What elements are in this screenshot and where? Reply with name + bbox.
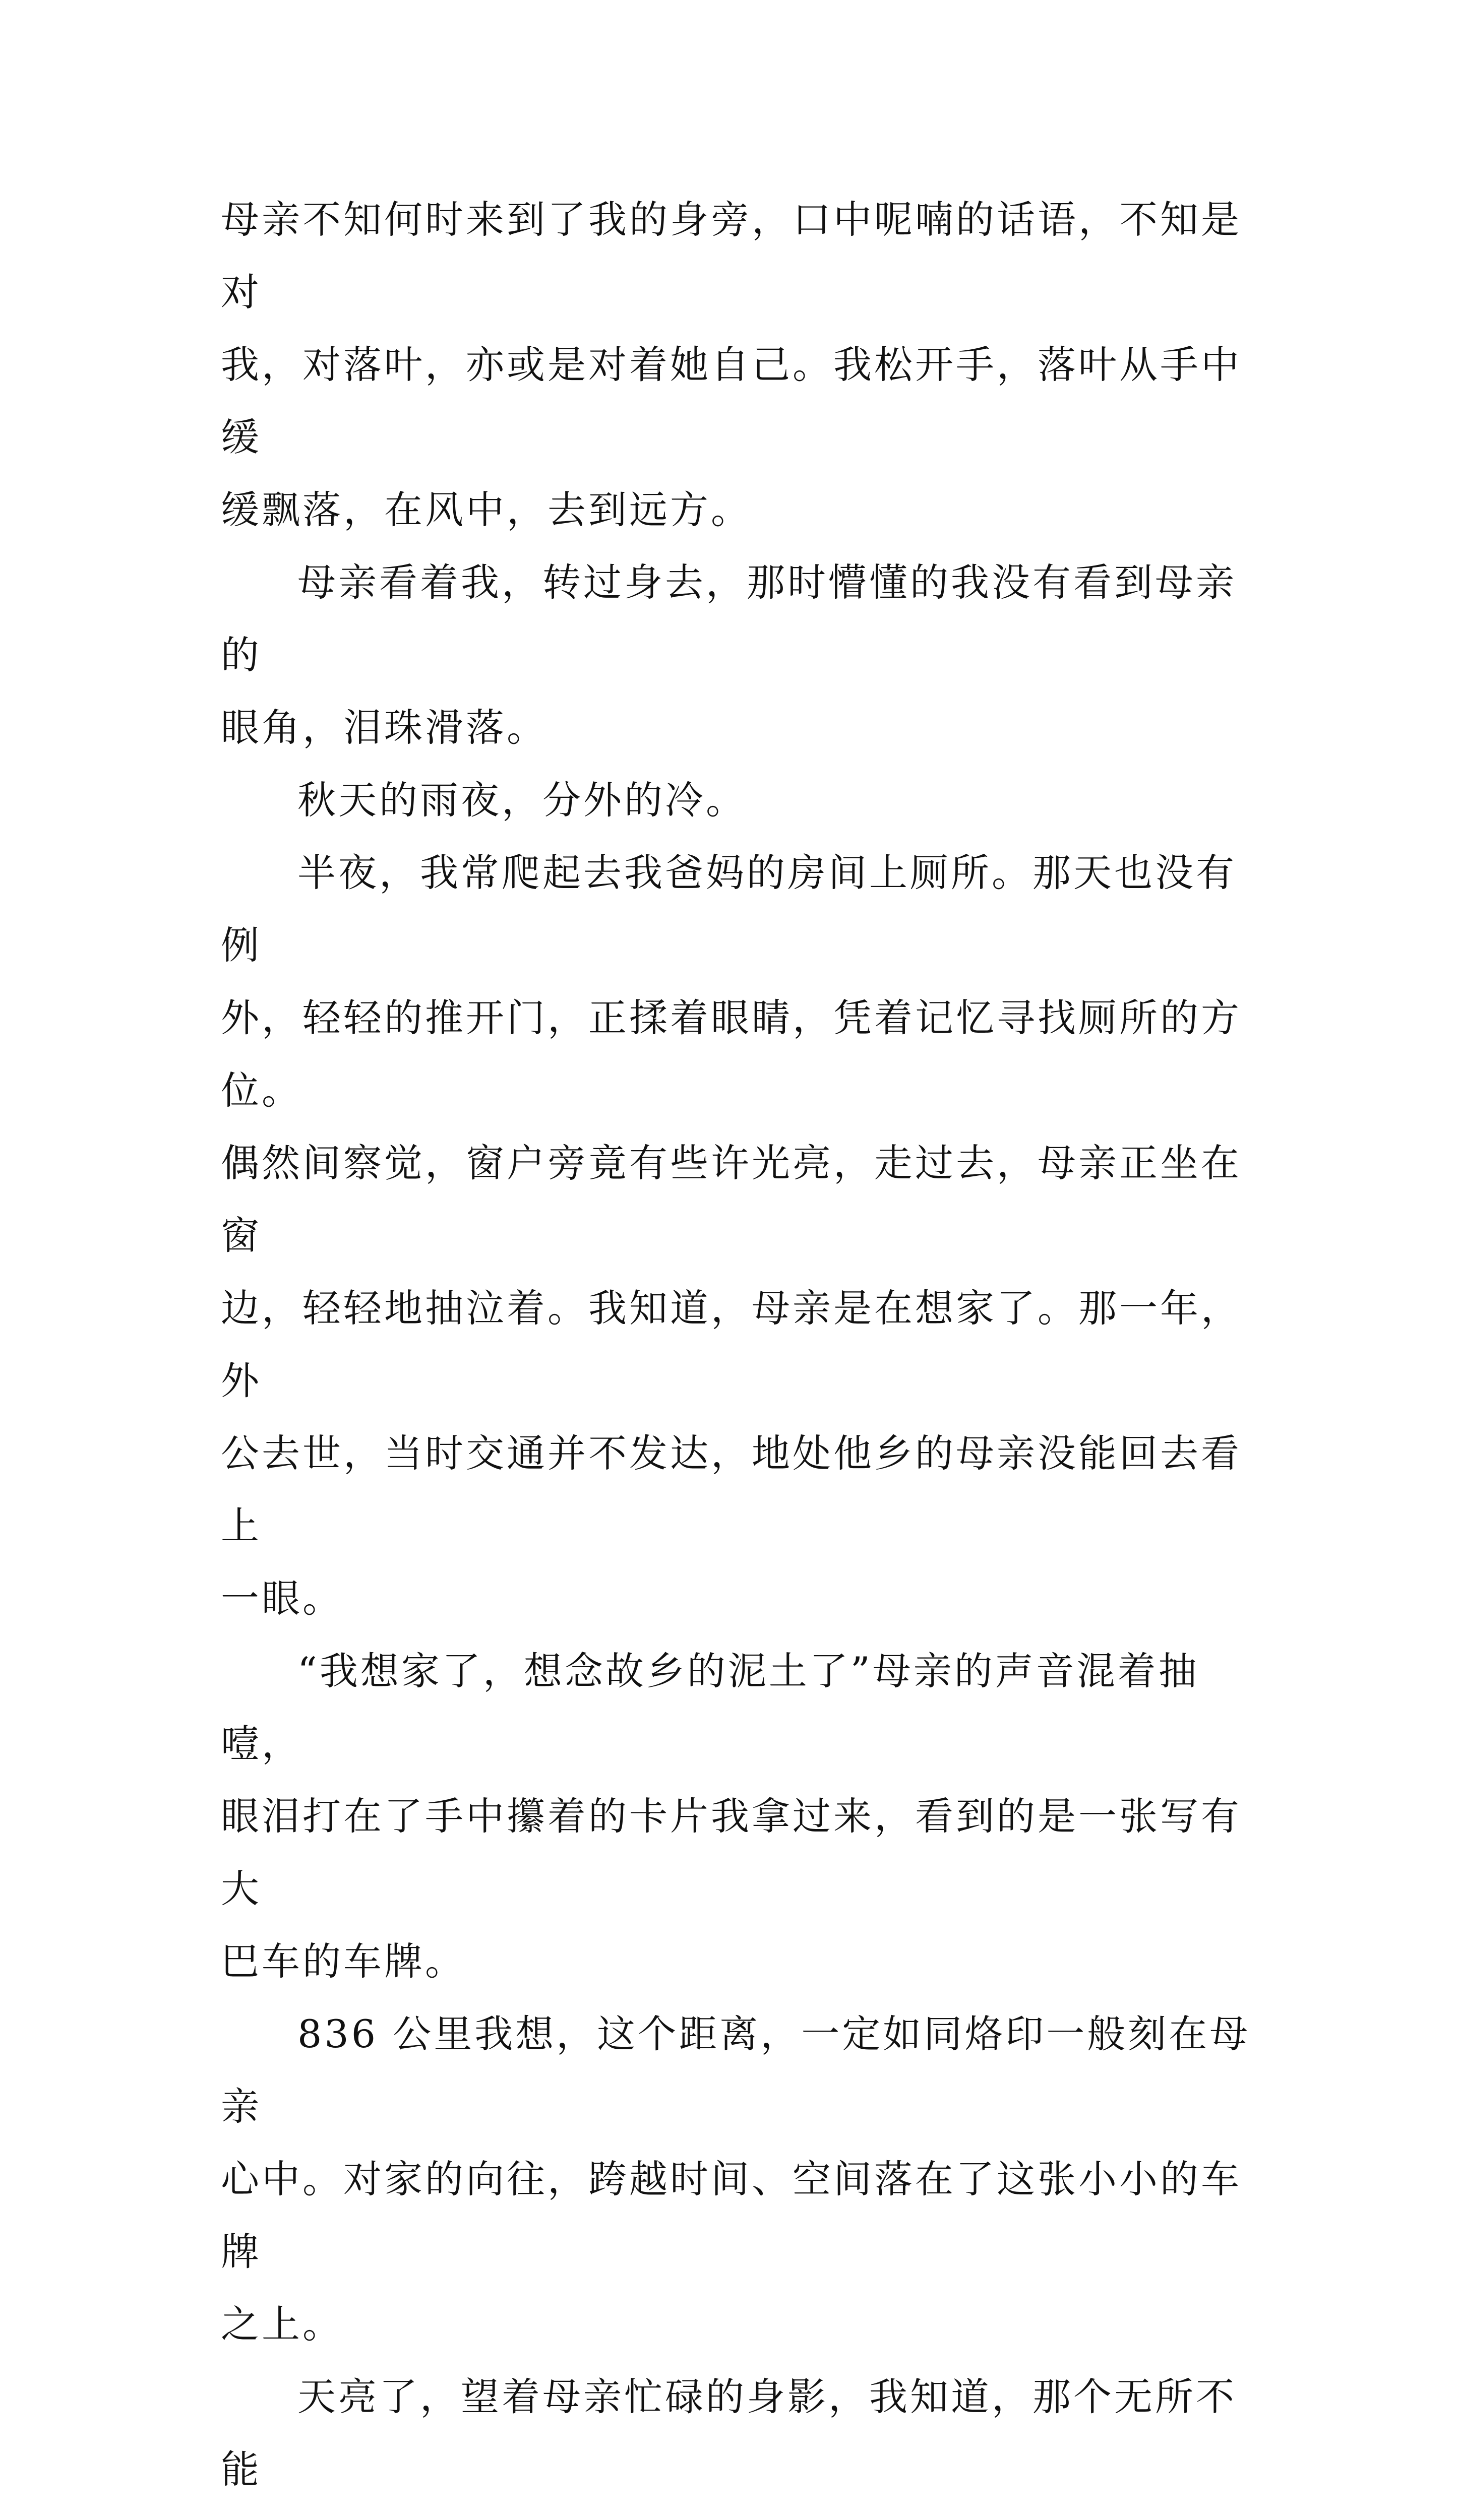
text-line — [221, 2519, 1242, 2520]
text-line: 公去世，当时交通并不发达，地处他乡的母亲没能回去看上 — [221, 1431, 1242, 1548]
text-line: 母亲不知何时来到了我的身旁，口中呢喃的话语，不知是对 — [221, 197, 1242, 314]
text-line: 心中。对家的向往，跨越时间、空间落在了这张小小的车牌 — [221, 2157, 1242, 2274]
text-line: 眼泪打在了手中攥着的卡片我拿过来，看到的是一张写有大 — [221, 1794, 1242, 1911]
text-line: 一眼。 — [221, 1576, 343, 1621]
paragraph-1 — [221, 183, 1258, 546]
text-line: 836 公里我想，这个距离，一定如同烙印一般刻在母亲 — [221, 2011, 1251, 2129]
text-line: “我想家了，想念故乡的泥土了”母亲的声音混着抽噎， — [221, 1649, 1199, 1766]
paragraph-6 — [221, 1998, 1258, 2361]
text-line: 秋天的雨夜，分外的冷。 — [297, 778, 747, 823]
paragraph-5 — [221, 1635, 1258, 1998]
text-line: 偶然间察觉，窗户旁竟有些许光亮，走过去，母亲正坐在窗 — [221, 1141, 1242, 1258]
text-line: 我，对落叶，亦或是对着她自己。我松开手，落叶从手中缓 — [221, 342, 1242, 460]
text-line: 母亲看着我，转过身去，那时懵懂的我没有看到母亲的 — [221, 560, 1237, 677]
text-line: 之上。 — [221, 2302, 343, 2347]
text-line: 天亮了，望着母亲忙碌的身影，我知道，那个无所不能 — [221, 2374, 1237, 2492]
text-line: 半夜，我常爬起去我爸妈的房间上厕所。那天也没有例 — [221, 850, 1237, 968]
paragraph-2 — [221, 546, 1258, 764]
text-line: 外，轻轻的推开门，正揉着眼睛，凭着记忆寻找厕所的方位。 — [221, 995, 1242, 1113]
paragraph-4 — [221, 837, 1258, 1635]
text-line: 缓飘落，在风中，去到远方。 — [221, 487, 752, 532]
text-line: 边，轻轻地抽泣着。我知道，母亲是在想家了。那一年，外 — [221, 1286, 1242, 1403]
text-line: 巴车的车牌。 — [221, 1939, 466, 1984]
paragraph-7 — [221, 2361, 1258, 2520]
text-line: 眼角，泪珠滑落。 — [221, 705, 548, 750]
body-text — [221, 183, 1258, 2520]
paragraph-3 — [221, 764, 1258, 837]
